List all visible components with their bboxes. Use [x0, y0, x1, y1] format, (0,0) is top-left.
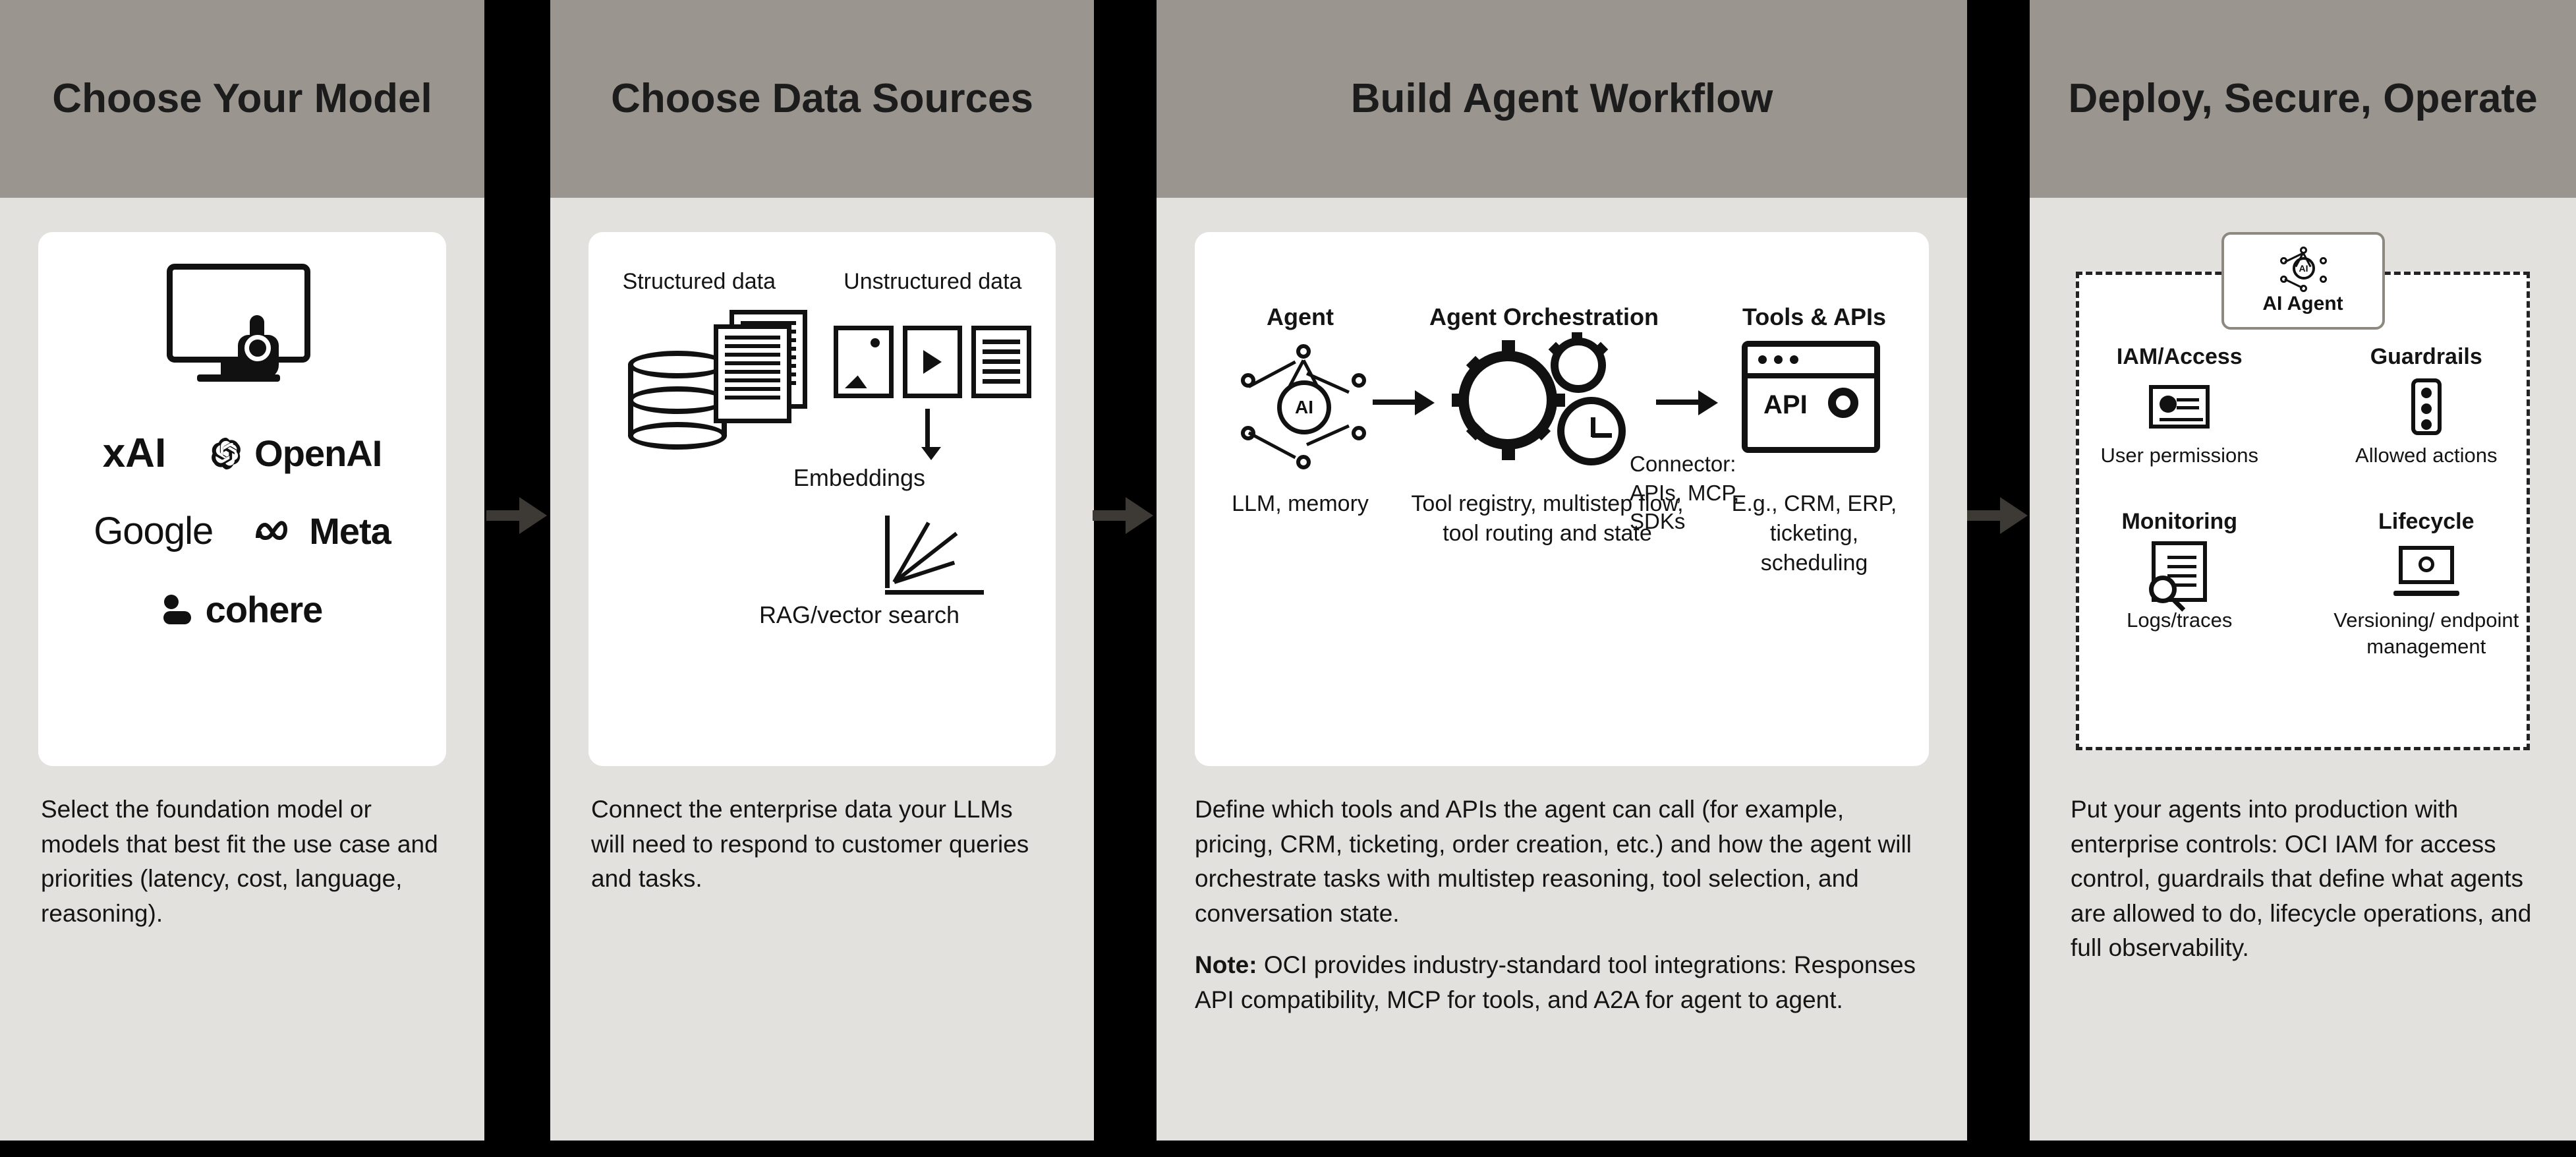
spreadsheet-icon — [714, 324, 791, 423]
flow-arrow-1 — [486, 496, 550, 535]
meta-label: Meta — [309, 510, 391, 552]
laptop-lock-icon — [2303, 541, 2550, 602]
stage-caption-agent: LLM, memory — [1232, 491, 1369, 516]
flow-arrow-3 — [1967, 496, 2030, 535]
cohere-logo — [162, 588, 323, 631]
flow-arrow-orchestration-to-tools — [1656, 390, 1729, 417]
stage-title-orchestration: Agent Orchestration — [1429, 303, 1659, 330]
illustration-data-sources — [588, 232, 1056, 766]
traffic-light-icon — [2303, 376, 2550, 437]
label-structured-data: Structured data — [622, 269, 776, 294]
id-badge-icon — [2056, 376, 2303, 437]
quadrant-monitoring — [2056, 509, 2303, 634]
api-window-icon — [1742, 341, 1880, 453]
quadrant-title-monitoring: Monitoring — [2121, 509, 2238, 534]
quadrant-caption-guardrails: Allowed actions — [2355, 444, 2498, 467]
deploy-description: Put your agents into production with enterprise controls: OCI IAM for access control, guardrails that define what agents are allowed to do, lifecycle operations, and full observability. — [2071, 796, 2532, 962]
column-body-build-workflow — [1157, 766, 1967, 1034]
column-body-deploy — [2030, 766, 2576, 983]
agent-chip-badge: AI — [2293, 257, 2315, 280]
unstructured-media-icons — [834, 326, 1031, 398]
illustration-agent-workflow — [1195, 232, 1929, 766]
hand-pointer-icon — [230, 315, 291, 384]
note-label: Note: — [1195, 951, 1257, 979]
flow-arrow-agent-to-orchestration — [1373, 390, 1445, 417]
google-logo: Google — [94, 510, 214, 552]
model-logo-row-2 — [38, 509, 446, 553]
flow-arrow-down-embeddings — [921, 409, 933, 460]
monitor-touch-icon — [167, 264, 318, 393]
model-logo-row-1 — [38, 430, 446, 477]
data-type-labels — [588, 269, 1056, 295]
column-header-deploy: Deploy, Secure, Operate — [2030, 0, 2576, 198]
note-body: OCI provides industry-standard tool integrations: Responses API compatibility, MCP for tools, and A2A for agent to agent. — [1195, 951, 1916, 1013]
workflow-description: Define which tools and APIs the agent can call (for example, pricing, CRM, ticketing, order creation, etc.) and how the agent will orchestrate tasks with multistep reasoning, tool selection, and conversation state. — [1195, 796, 1912, 927]
data-sources-description: Connect the enterprise data your LLMs will need to respond to customer queries and tasks. — [591, 796, 1029, 893]
stage-caption-orchestration: Tool registry, multistep flow, tool routing and state — [1411, 491, 1684, 546]
column-body-choose-model — [0, 766, 484, 948]
quadrant-caption-monitoring: Logs/traces — [2127, 608, 2233, 632]
agent-badge-ai: AI — [1277, 380, 1331, 434]
cohere-label: cohere — [205, 589, 323, 630]
column-choose-model — [0, 0, 484, 1141]
stage-caption-tools: E.g., CRM, ERP, ticketing, scheduling — [1731, 491, 1897, 576]
column-header-choose-model: Choose Your Model — [0, 0, 484, 198]
quadrant-title-iam: IAM/Access — [2116, 344, 2243, 369]
column-deploy-secure-operate — [2030, 0, 2576, 1141]
quadrant-title-guardrails: Guardrails — [2370, 344, 2482, 369]
xai-logo: xAI — [102, 430, 167, 476]
agent-chip-label: AI Agent — [2262, 293, 2343, 314]
document-search-icon — [2056, 541, 2303, 602]
column-header-build-workflow: Build Agent Workflow — [1157, 0, 1967, 198]
meta-logo — [254, 510, 391, 552]
meta-icon — [254, 518, 300, 545]
column-build-agent-workflow — [1157, 0, 1967, 1141]
cohere-icon — [162, 593, 196, 627]
document-lines-icon — [971, 326, 1031, 398]
flow-arrow-2 — [1093, 496, 1156, 535]
choose-model-description: Select the foundation model or models that best fit the use case and priorities (latency, cost, language, reasoning). — [41, 796, 438, 927]
column-body-data-sources — [550, 766, 1094, 914]
vector-scatter-icon — [885, 516, 997, 595]
column-header-data-sources: Choose Data Sources — [550, 0, 1094, 198]
illustration-choose-model — [38, 232, 446, 766]
workflow-note — [1195, 948, 1929, 1017]
ai-agent-node-icon — [1241, 344, 1366, 469]
quadrant-caption-iam: User permissions — [2100, 444, 2258, 467]
label-unstructured-data: Unstructured data — [844, 269, 1022, 294]
column-choose-data-sources — [550, 0, 1094, 1141]
orchestration-gears-icon — [1452, 338, 1649, 469]
quadrant-iam-access — [2056, 344, 2303, 469]
label-embeddings: Embeddings — [793, 464, 926, 491]
openai-logo — [207, 432, 382, 475]
stage-title-agent: Agent — [1267, 303, 1334, 330]
database-icon — [628, 351, 727, 463]
ai-agent-chip — [2221, 232, 2385, 330]
video-play-icon — [903, 326, 963, 398]
quadrant-caption-lifecycle: Versioning/ endpoint management — [2333, 608, 2519, 659]
image-icon — [834, 326, 894, 398]
ai-agent-node-icon-small — [2278, 247, 2328, 290]
clock-icon — [1557, 397, 1626, 465]
openai-label: OpenAI — [254, 432, 382, 474]
stage-title-tools-apis: Tools & APIs — [1742, 303, 1887, 330]
illustration-deploy-secure-operate — [2056, 232, 2550, 766]
quadrant-title-lifecycle: Lifecycle — [2378, 509, 2475, 534]
quadrant-lifecycle — [2303, 509, 2550, 661]
openai-icon — [207, 434, 245, 473]
api-label: API — [1763, 390, 1808, 419]
model-logo-row-3 — [38, 588, 446, 631]
quadrant-guardrails — [2303, 344, 2550, 469]
connector-label: Connector: APIs, MCP, SDKs — [1630, 452, 1740, 534]
gear-icon — [1828, 388, 1858, 418]
label-rag-vector-search: RAG/vector search — [758, 601, 960, 628]
